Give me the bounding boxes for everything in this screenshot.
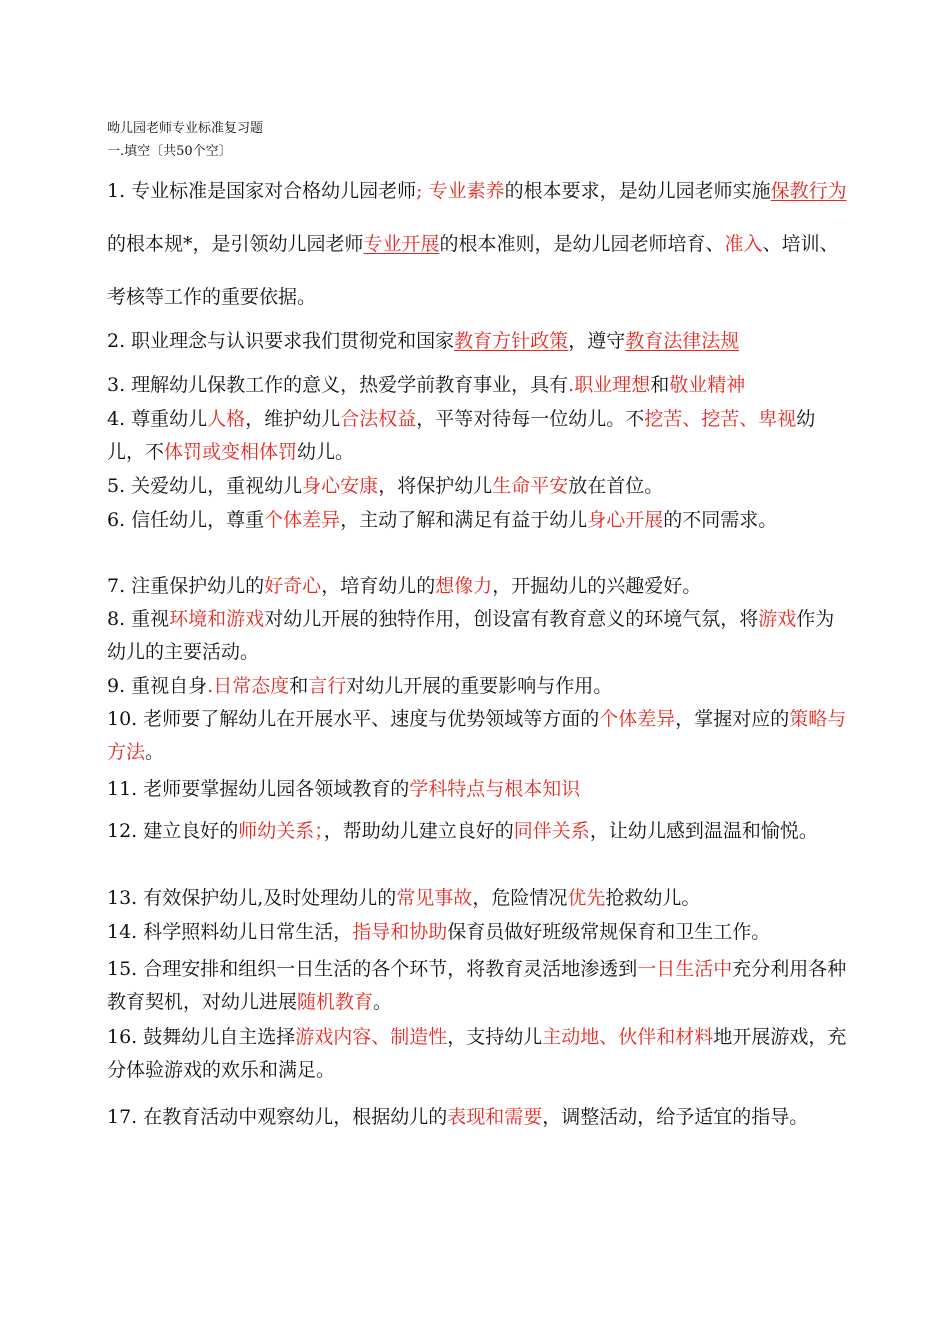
question-text: 1. 专业标准是国家对合格幼儿园老师 — [107, 180, 417, 202]
answer-text: 准入 — [724, 233, 763, 255]
question-text: ，主动了解和满足有益于幼儿 — [340, 509, 588, 531]
question-text: 9. 重视自身 — [107, 675, 208, 697]
document-title: 呦儿园老师专业标准复习题 — [107, 121, 264, 136]
question-text: ，开掘幼儿的兴趣爱好。 — [492, 575, 702, 597]
question-text: 4. 尊重幼儿 — [107, 408, 208, 430]
question-text: 对幼儿开展的独特作用，创设富有教育意义的环境气氛，将 — [264, 608, 759, 630]
question-text: 的根本准则，是幼儿园老师培育、 — [439, 233, 725, 255]
question-text: ，让幼儿感到温温和愉悦。 — [589, 820, 818, 842]
question-17 — [107, 1091, 847, 1144]
question-text: 、培训、考核等工作的重要依据。 — [107, 233, 839, 308]
question-12 — [107, 815, 847, 848]
answer-text: 环境和游戏 — [169, 608, 265, 630]
question-text: 13. 有效保护幼儿,及时处理幼儿的 — [107, 887, 397, 909]
answer-text: 师幼关系； — [238, 820, 324, 842]
question-text: 16. 鼓舞幼儿自主选择 — [107, 1026, 296, 1048]
answer-text: 生命平安 — [492, 475, 569, 497]
answer-text: 游戏 — [758, 608, 797, 630]
answer-text: 想像力 — [435, 575, 493, 597]
answer-text: 体罚或变相体罚 — [164, 441, 298, 463]
question-5 — [107, 470, 847, 503]
question-text: 11. 老师要掌握幼儿园各领域教育的 — [107, 778, 410, 800]
answer-underlined: 教育方针政策 — [454, 330, 569, 352]
question-9 — [107, 670, 847, 703]
question-text: 3. 理解幼儿保教工作的意义，热爱学前教育事业，具有 — [107, 374, 569, 396]
question-text: 10. 老师要了解幼儿在开展水平、速度与优势领域等方面的 — [107, 708, 600, 730]
section-heading: 一.填空〔共50个空〕 — [107, 144, 232, 159]
answer-text: 常见事故 — [396, 887, 473, 909]
answer-underlined: 专业开展 — [363, 233, 440, 255]
question-1 — [107, 165, 847, 324]
question-text: 的不同需求。 — [663, 509, 778, 531]
answer-text: 指导和协助 — [352, 921, 448, 943]
answer-text: 个体差异 — [599, 708, 676, 730]
answer-text: . — [207, 675, 214, 697]
question-text: 5. 关爱幼儿，重视幼儿 — [107, 475, 303, 497]
question-text: 6. 信任幼儿，尊重 — [107, 509, 265, 531]
question-text: ，支持幼儿 — [447, 1026, 543, 1048]
question-text: 放在首位。 — [568, 475, 664, 497]
question-4 — [107, 403, 847, 469]
question-text: 。 — [145, 741, 165, 763]
answer-text: 敬业精神 — [669, 374, 746, 396]
answer-text: 日常态度 — [213, 675, 290, 697]
question-text: 保育员做好班级常规保育和卫生工作。 — [447, 921, 771, 943]
question-text: 和 — [650, 374, 670, 396]
question-text: 。 — [373, 991, 393, 1013]
question-14 — [107, 916, 847, 949]
question-11 — [107, 773, 847, 806]
answer-text: ; — [416, 180, 423, 202]
question-text: 2. 职业理念与认识要求我们贯彻党和国家 — [107, 330, 455, 352]
question-text: 17. 在教育活动中观察幼儿，根据幼儿的 — [107, 1106, 448, 1128]
question-16 — [107, 1021, 847, 1087]
answer-text: 一日生活中 — [637, 958, 733, 980]
question-text: 充分利用各种教育契机，对幼儿进展 — [107, 958, 847, 1013]
question-3 — [107, 369, 847, 402]
answer-text: 表现和需要 — [447, 1106, 543, 1128]
answer-text: 专业素养 — [422, 180, 505, 202]
answer-text: 好奇心 — [264, 575, 322, 597]
answer-text: . — [568, 374, 575, 396]
question-text: ，培育幼儿的 — [321, 575, 436, 597]
question-text: 和 — [289, 675, 309, 697]
question-text: 的根本要求，是幼儿园老师实施 — [504, 180, 771, 202]
question-text: 幼儿。 — [297, 441, 355, 463]
question-text: 地开展游戏，充分体验游戏的欢乐和满足。 — [107, 1026, 847, 1081]
question-text: ，遵守 — [568, 330, 626, 352]
answer-text: 学科特点与根本知识 — [409, 778, 581, 800]
answer-underlined: 保教行为 — [770, 180, 847, 202]
answer-text: 身心安康 — [302, 475, 379, 497]
question-text: ，将保护幼儿 — [378, 475, 493, 497]
answer-text: 同伴关系 — [513, 820, 590, 842]
question-text: ，平等对待每一位幼儿。不 — [416, 408, 645, 430]
answer-text: 挖苦、挖苦、卑视 — [644, 408, 797, 430]
question-6 — [107, 504, 847, 537]
answer-text: 优先 — [567, 887, 606, 909]
answer-text: 游戏内容、制造性 — [295, 1026, 448, 1048]
question-15 — [107, 953, 847, 1019]
question-text: 作为幼儿的主要活动。 — [107, 608, 835, 663]
question-text: ，掌握对应的 — [675, 708, 790, 730]
question-10 — [107, 703, 847, 769]
question-text: 15. 合理安排和组织一日生活的各个环节，将教育灵活地渗透到 — [107, 958, 638, 980]
answer-underlined: 教育法律法规 — [625, 330, 740, 352]
answer-text: 主动地、伙伴和材料 — [542, 1026, 714, 1048]
question-13 — [107, 882, 847, 915]
answer-text: 言行 — [308, 675, 347, 697]
question-text: ，调整活动，给予适宜的指导。 — [542, 1106, 809, 1128]
question-text: 的根本规*，是引领幼儿园老师 — [107, 233, 364, 255]
question-7 — [107, 570, 847, 603]
answer-text: 身心开展 — [587, 509, 664, 531]
answer-text: 人格 — [207, 408, 246, 430]
question-text: 抢救幼儿。 — [605, 887, 701, 909]
question-2 — [107, 325, 847, 358]
answer-text: 职业理想 — [574, 374, 651, 396]
question-text: ，帮助幼儿建立良好的 — [323, 820, 514, 842]
question-text: ，维护幼儿 — [245, 408, 341, 430]
question-8 — [107, 603, 847, 669]
question-text: 14. 科学照料幼儿日常生活， — [107, 921, 353, 943]
answer-text: 策略与方法 — [107, 708, 847, 763]
answer-text: 个体差异 — [264, 509, 341, 531]
question-text: 幼儿，不 — [107, 408, 816, 463]
answer-text: 随机教育 — [297, 991, 374, 1013]
answer-text: 合法权益 — [340, 408, 417, 430]
question-text: 12. 建立良好的 — [107, 820, 239, 842]
question-text: 对幼儿开展的重要影响与作用。 — [346, 675, 613, 697]
question-text: 8. 重视 — [107, 608, 170, 630]
question-text: 7. 注重保护幼儿的 — [107, 575, 265, 597]
question-text: ，危险情况 — [472, 887, 568, 909]
